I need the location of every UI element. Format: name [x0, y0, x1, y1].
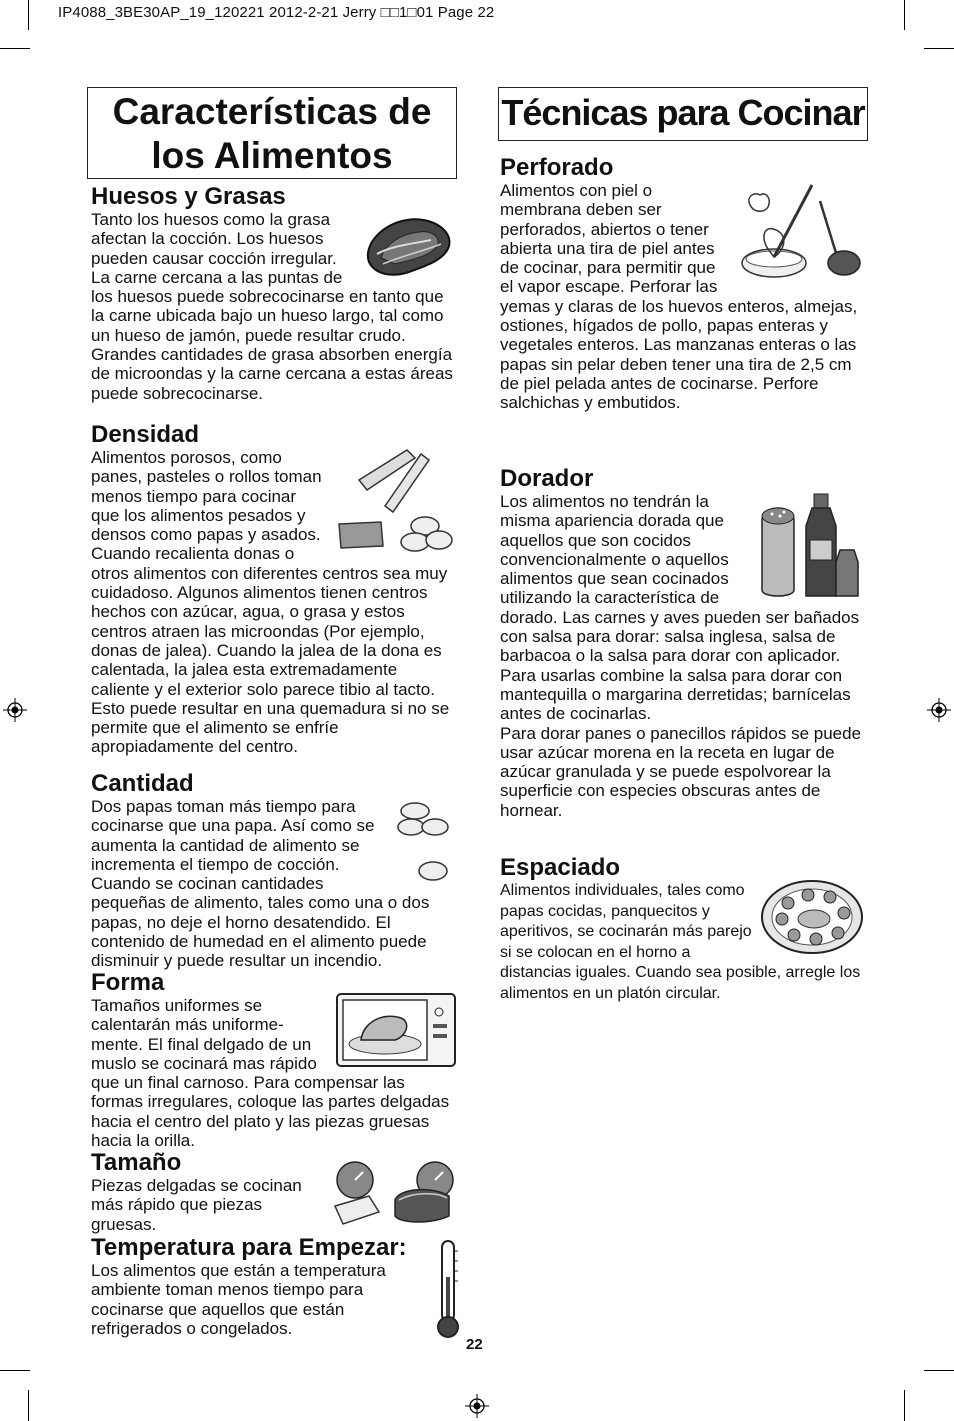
crop-mark — [904, 1390, 905, 1421]
section-body: Alimentos porosos, como panes, pasteles o rollos toman menos tiempo para cocinar que los alimentos pesados y densos como papas y asados. Cuando recalienta donas o otros alimentos con diferentes centros sea muy cuidadoso. Algunos alimentos tienen centros hechos con azúcar, agua, o grasa y estos centros atraen las microondas (Por ejemplo, donas de jalea). Cuando la jalea de la dona es calentada, la jalea esta extremadamente caliente y el exterior solo parece tibio al tacto. Esto puede resultar en una quemadura si no se permite que el alimento se enfríe apropiadamente del centro. — [91, 448, 450, 757]
t-bone-steak-icon — [361, 210, 457, 282]
section-tamano — [91, 1150, 457, 1234]
crop-mark — [28, 1390, 29, 1421]
section-perforado — [500, 155, 866, 413]
section-heading: Densidad — [91, 421, 200, 448]
section-espaciado — [500, 855, 866, 1004]
section-body: Alimentos individuales, tales como papas cocidas, panquecitos y aperitivos, se cocinarán más parejo si se colocan en el horno a distancias iguales. Cuando sea posible, arregle los alimentos en un platón circular. — [500, 882, 861, 1002]
left-title-line1: Características de — [112, 91, 432, 132]
crop-mark — [924, 1370, 954, 1371]
registration-mark-icon — [927, 698, 951, 722]
section-dorador — [500, 466, 866, 820]
section-heading: Huesos y Grasas — [91, 183, 286, 210]
section-heading: Forma — [91, 969, 165, 996]
registration-mark-icon — [3, 698, 27, 722]
section-forma — [91, 970, 457, 1150]
microwave-chicken-icon — [335, 992, 457, 1068]
section-body: Tanto los huesos como la grasa afectan la cocción. Los huesos pueden causar cocción irregular. La carne cercana a las puntas de los huesos puede sobrecocinarse en tanto que la carne ubicada bajo un hueso largo, tal como un hueso de jamón, puede resultar crudo. Grandes cantidades de grasa absorben energía de microondas y la carne cercana a estas áreas puede sobrecocinarse. — [91, 210, 453, 403]
registration-mark-icon — [465, 1394, 489, 1418]
crop-mark — [0, 1370, 30, 1371]
bread-and-potatoes-icon — [335, 446, 457, 558]
section-heading: Espaciado — [500, 854, 621, 881]
section-body: Piezas delgadas se cocinan más rápido que piezas gruesas. — [91, 1176, 302, 1234]
crop-mark — [904, 0, 905, 30]
section-heading: Dorador — [500, 465, 594, 492]
whisk-bowl-icon — [728, 179, 866, 287]
left-title-line2: los Alimentos — [151, 135, 393, 176]
section-body: Tamaños uniformes se calentarán más uniforme-mente. El final delgado de un muslo se cocinará mas rápido que un final carnoso. Para compensar las formas irregulares, coloque las partes delgadas hacia el centro del plato y las piezas gruesas hacia la orilla. — [91, 996, 450, 1151]
crop-mark — [924, 48, 954, 49]
print-header: IP4088_3BE30AP_19_120221 2012-2-21 Jerry □□1□01 Page 22 — [58, 4, 495, 21]
right-title-box — [498, 87, 868, 141]
round-platter-icon — [758, 877, 866, 957]
section-body: Los alimentos que están a temperatura ambiente toman menos tiempo para cocinarse que aquellos que están refrigerados o congelados. — [91, 1261, 386, 1338]
thermometer-icon — [433, 1237, 463, 1341]
left-title-box — [87, 87, 457, 179]
potatoes-icon — [393, 797, 457, 889]
page-number: 22 — [466, 1336, 483, 1353]
section-heading: Cantidad — [91, 770, 194, 797]
section-body: Dos papas toman más tiempo para cocinarse que una papa. Así como se aumenta la cantidad de alimento se incrementa el tiempo de cocción. Cuando se cocinan cantidades pequeñas de alimento, tales como una o dos papas, no deje el horno desatendido. El contenido de humedad en el alimento puede disminuir y puede resultar un incendio. — [91, 797, 430, 971]
timer-food-icon — [329, 1160, 457, 1228]
sauce-bottles-icon — [750, 490, 866, 602]
section-body-2: Para dorar panes o panecillos rápidos se puede usar azúcar morena en la receta en lugar de azúcar granulada y se puede espolvorear la superficie con especies obscuras antes de hornear. — [500, 723, 862, 820]
section-body: Alimentos con piel o membrana deben ser perforados, abiertos o tener abierta una tira de piel antes de cocinar, para permitir que el vapor escape. Perforar las yemas y claras de los huevos enteros, almejas, ostiones, hígados de pollo, papas enteras y vegetales enteros. Las manzanas enteras o las papas sin pelar deben tener una tira de 2,5 cm de piel pelada antes de cocinarse. Perfore salchichas y embutidos. — [500, 181, 858, 413]
section-densidad — [91, 422, 457, 757]
section-huesos — [91, 184, 457, 403]
section-heading: Temperatura para Empezar: — [91, 1234, 407, 1261]
right-title: Técnicas para Cocinar — [501, 92, 865, 133]
section-temperatura — [91, 1235, 463, 1341]
crop-mark — [0, 48, 30, 49]
section-body: Los alimentos no tendrán la misma apariencia dorada que aquellos que son cocidos convencionalmente o aquellos alimentos que sean cocinados utilizando la característica de dorado. Las carnes y aves pueden ser bañados con salsa para dorar: salsa inglesa, salsa de barbacoa o la salsa para dorar con aplicador. Para usarlas combine la salsa para dorar con mantequilla o margarina derretidas; barnícelas antes de cocinarlas. — [500, 492, 860, 724]
section-cantidad — [91, 771, 457, 971]
section-heading: Tamaño — [91, 1149, 182, 1176]
section-heading: Perforado — [500, 154, 614, 181]
crop-mark — [28, 0, 29, 30]
